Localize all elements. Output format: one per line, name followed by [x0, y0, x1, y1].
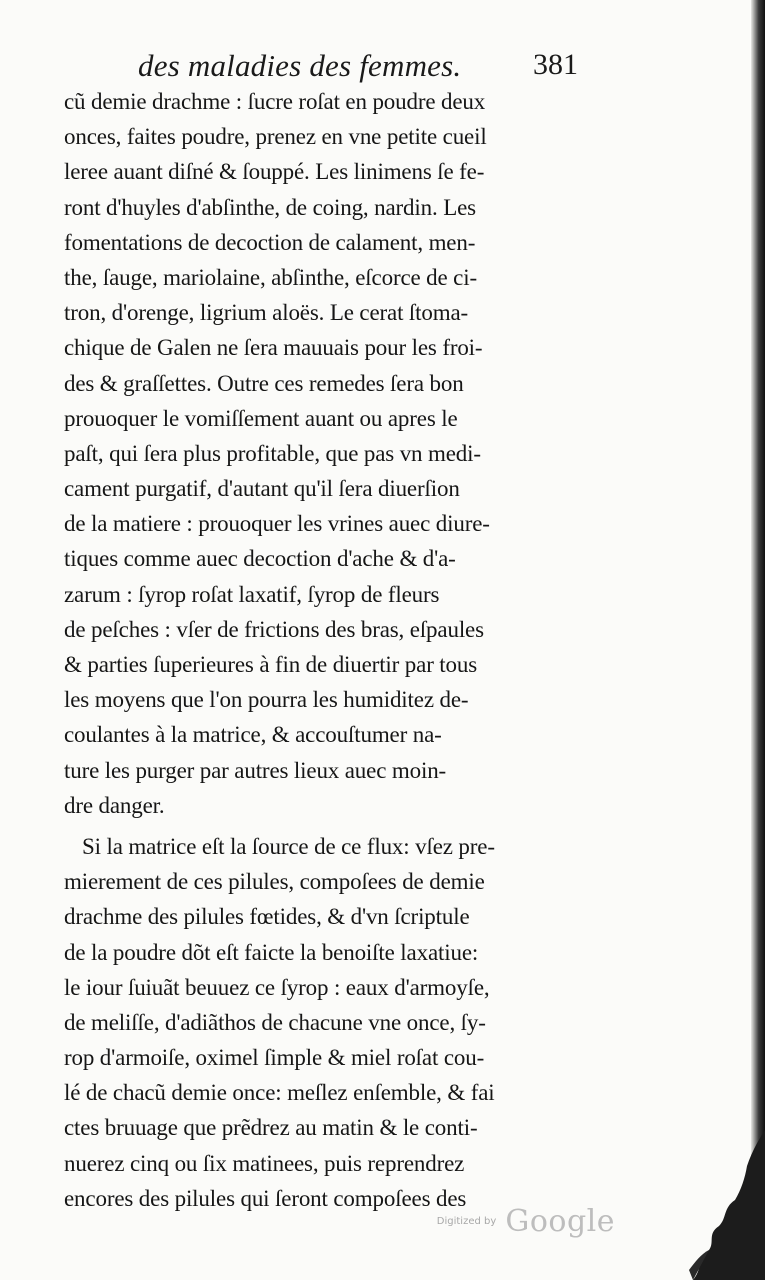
text-line: de la poudre dõt eſt faicte la benoiſte laxatiue:: [64, 939, 479, 965]
text-line: cũ demie drachme : ſucre roſat en poudre deux: [64, 89, 486, 114]
text-line: ture les purger par autres lieux auec moin-: [64, 757, 447, 783]
text-line: le iour ſuiuãt beuuez ce ſyrop : eaux d'armoyſe,: [64, 974, 490, 1000]
page-header: [138, 48, 578, 88]
text-line: the, ſauge, mariolaine, abſinthe, eſcorce de ci-: [64, 264, 477, 290]
page-edge-shadow: [751, 0, 765, 1180]
paragraph: [64, 829, 569, 1216]
page-number: 381: [533, 48, 578, 81]
text-line: paſt, qui ſera plus profitable, que pas vn medi-: [64, 440, 481, 466]
text-line: ctes bruuage que prẽdrez au matin & le conti-: [64, 1115, 478, 1141]
text-line: Si la matrice eſt la ſource de ce flux: vſez pre-: [82, 833, 495, 859]
text-line: nuerez cinq ou ſix matinees, puis reprendrez: [64, 1150, 465, 1176]
text-line: tiques comme auec decoction d'ache & d'a-: [64, 546, 456, 572]
body-text: [64, 84, 569, 1216]
text-line: des & graſſettes. Outre ces remedes ſera bon: [64, 370, 464, 396]
text-line: dre danger.: [64, 792, 165, 818]
torn-corner-stain: [685, 1130, 765, 1280]
running-title: des maladies des femmes.: [138, 48, 462, 83]
paragraph: [64, 84, 569, 823]
text-line: zarum : ſyrop roſat laxatif, ſyrop de fleurs: [64, 581, 440, 607]
text-line: encores des pilules qui ſeront compoſees des: [64, 1185, 467, 1211]
text-line: fomentations de decoction de calament, men-: [64, 229, 476, 255]
digitized-by-google-watermark: [375, 1204, 615, 1244]
text-line: prouoquer le vomiſſement auant ou apres le: [64, 405, 458, 431]
text-line: de peſches : vſer de frictions des bras, eſpaules: [64, 616, 484, 642]
text-line: coulantes à la matrice, & accouſtumer na-: [64, 722, 442, 748]
text-line: de meliſſe, d'adiãthos de chacune vne once, ſy-: [64, 1009, 486, 1035]
text-line: rop d'armoiſe, oximel ſimple & miel roſat cou-: [64, 1045, 485, 1071]
text-line: & parties ſuperieures à fin de diuertir par tous: [64, 652, 478, 677]
text-line: drachme des pilules fœtides, & d'vn ſcriptule: [64, 904, 470, 930]
text-line: lé de chacũ demie once: meſlez enſemble, & fai: [64, 1080, 495, 1106]
text-line: les moyens que l'on pourra les humiditez de-: [64, 687, 469, 713]
watermark-logo: Google: [505, 1204, 615, 1239]
text-line: cament purgatif, d'autant qu'il ſera diuerſion: [64, 476, 460, 502]
text-line: onces, faites poudre, prenez en vne petite cueil: [64, 124, 487, 150]
text-line: leree auant diſné & ſouppé. Les linimens ſe fe-: [64, 159, 485, 185]
text-line: de la matiere : prouoquer les vrines auec diure-: [64, 511, 490, 537]
watermark-caption: Digitized by: [436, 1216, 497, 1227]
text-line: chique de Galen ne ſera mauuais pour les froi-: [64, 335, 483, 361]
text-line: ront d'huyles d'abſinthe, de coing, nardin. Les: [64, 194, 476, 220]
text-line: tron, d'orenge, ligrium aloës. Le cerat ſtoma-: [64, 300, 469, 326]
text-line: mierement de ces pilules, compoſees de demie: [64, 869, 485, 895]
